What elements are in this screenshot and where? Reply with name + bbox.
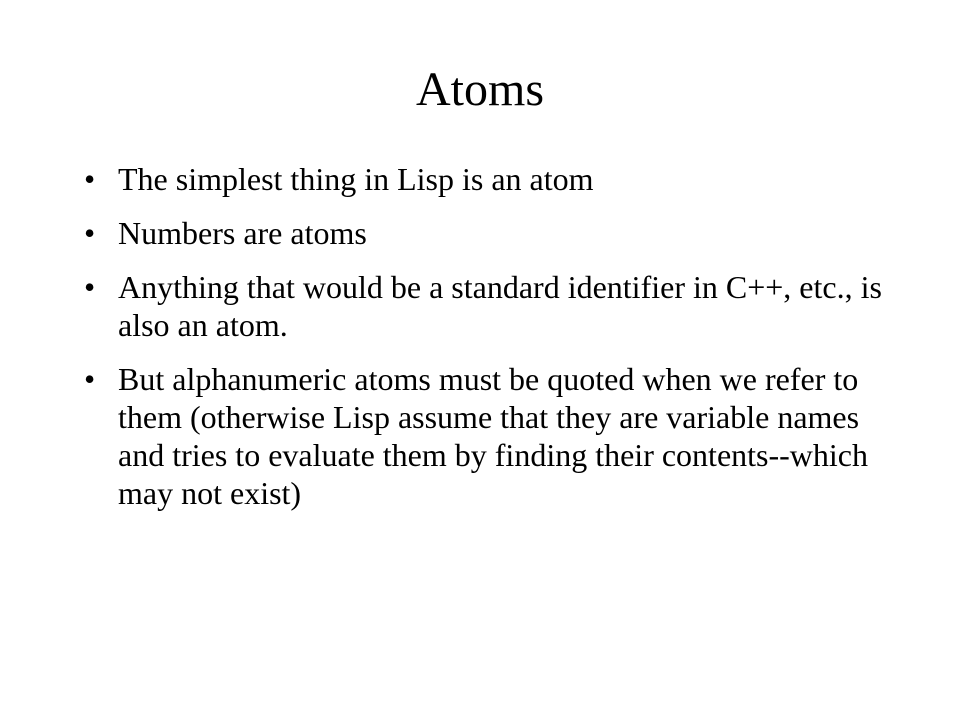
bullet-item bbox=[80, 160, 900, 198]
bullet-item bbox=[80, 360, 900, 512]
bullet-list bbox=[80, 160, 900, 528]
bullet-marker: • bbox=[84, 361, 96, 397]
bullet-marker: • bbox=[84, 161, 96, 197]
bullet-text: Numbers are atoms bbox=[118, 215, 367, 251]
bullet-text: The simplest thing in Lisp is an atom bbox=[118, 161, 594, 197]
bullet-text: Anything that would be a standard identifier in C++, etc., is also an atom. bbox=[118, 269, 882, 343]
slide-title: Atoms bbox=[415, 63, 544, 116]
bullet-item bbox=[80, 214, 900, 252]
bullet-marker: • bbox=[84, 215, 96, 251]
bullet-item bbox=[80, 268, 900, 344]
bullet-text: But alphanumeric atoms must be quoted when we refer to them (otherwise Lisp assume that they are variable names and tries to evaluate them by finding their contents--which may not exist) bbox=[118, 361, 868, 511]
bullet-marker: • bbox=[84, 269, 96, 305]
